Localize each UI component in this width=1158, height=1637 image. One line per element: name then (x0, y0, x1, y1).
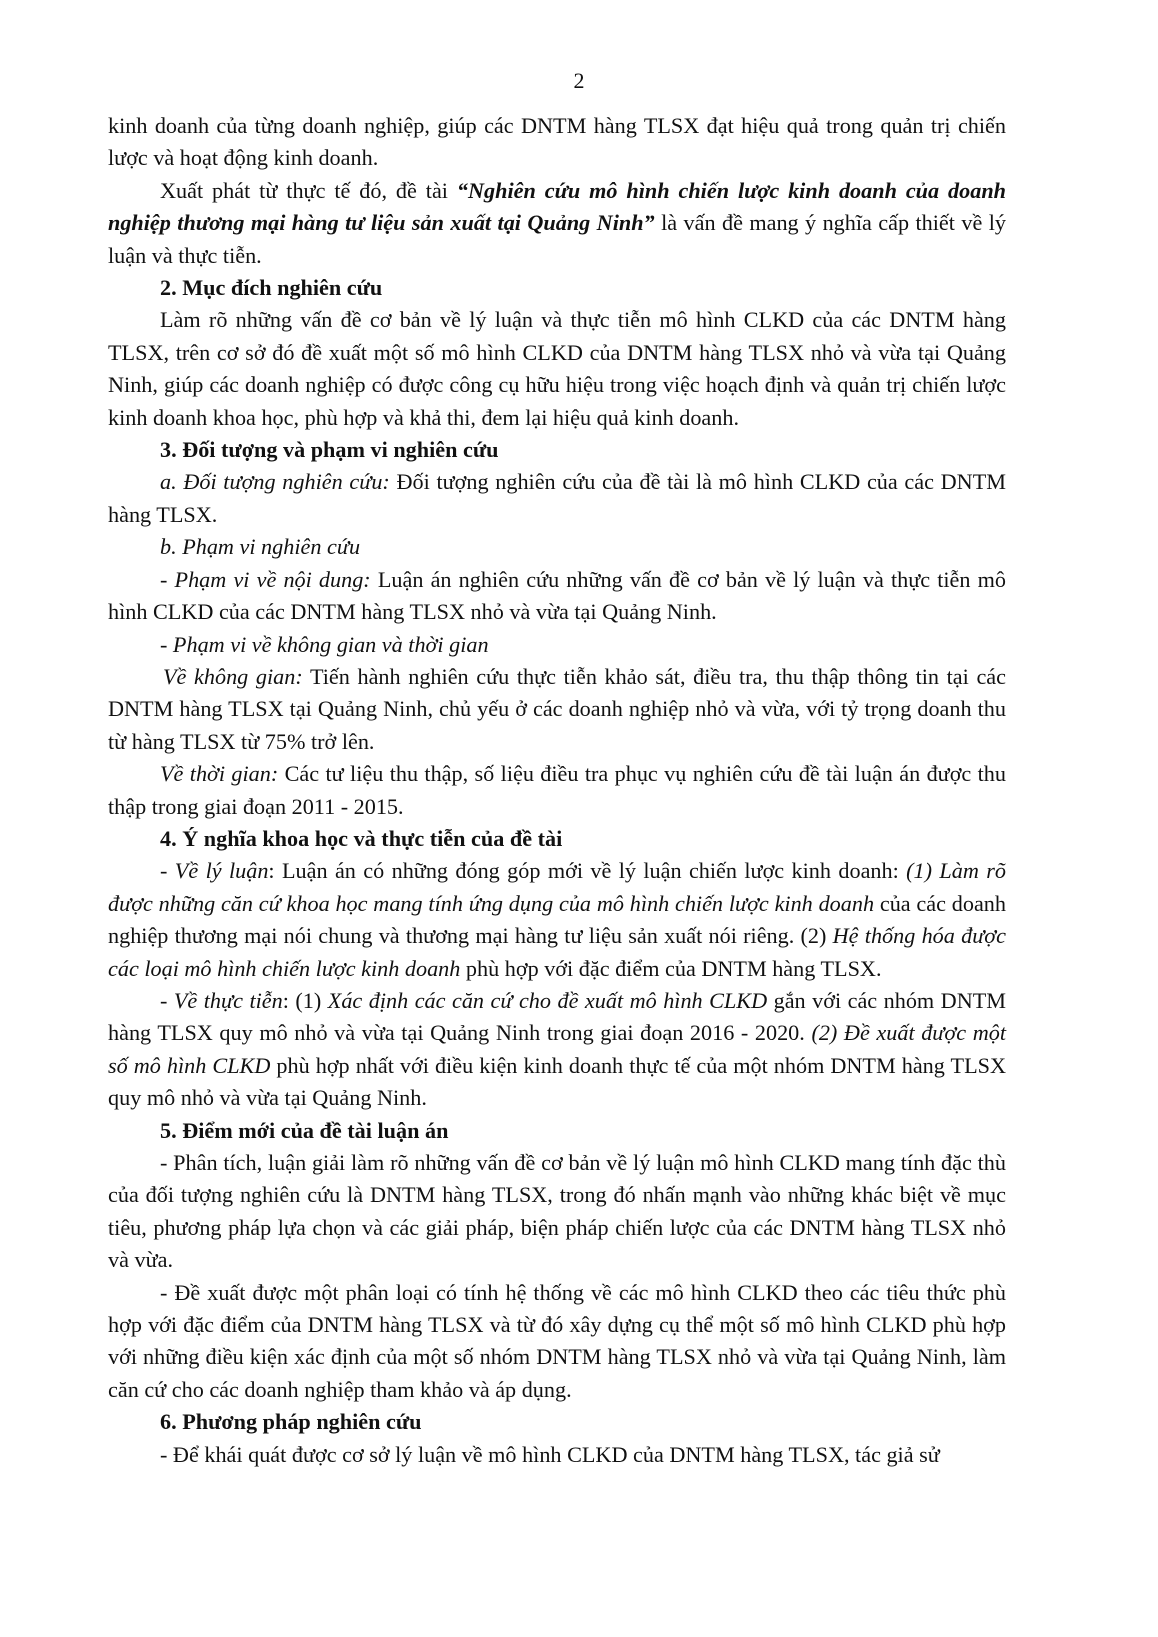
emphasis: Hệ thống hóa được các loại mô hình chiến lược kinh doanh (108, 923, 1006, 981)
page-number: 2 (573, 68, 585, 93)
section-heading: 5. Điểm mới của đề tài luận án (160, 1117, 449, 1143)
paragraph (108, 175, 1006, 272)
list-item: - Đề xuất được một phân loại có tính hệ thống về các mô hình CLKD theo các tiêu thức phù hợp với đặc điểm của DNTM hàng TLSX và từ đó xây dựng cụ thể một số mô hình CLKD phù hợp với những điều kiện xác định của một số nhóm DNTM hàng TLSX nhỏ và vừa tại Quảng Ninh, làm căn cứ cho các doanh nghiệp tham khảo và áp dụng. (108, 1279, 1006, 1402)
thesis-title: “Nghiên cứu mô hình chiến lược kinh doanh của doanh nghiệp thương mại hàng tư liệu sản xuất tại Quảng Ninh” (108, 177, 1006, 236)
text: : Luận án có những đóng góp mới về lý luận chiến lược kinh doanh: (268, 858, 907, 884)
item-label: - Về thực tiễn (160, 987, 283, 1013)
list-item: - Phân tích, luận giải làm rõ những vấn đề cơ bản về lý luận mô hình CLKD mang tính đặc thù của đối tượng nghiên cứu là DNTM hàng TLSX, trong đó nhấn mạnh vào những khác biệt về mục tiêu, phương pháp lựa chọn và các giải pháp, biện pháp chiến lược của các DNTM hàng TLSX nhỏ và vừa. (108, 1150, 1006, 1273)
item-label: Về không gian: (163, 663, 303, 689)
item-label: - Về lý luận (160, 858, 269, 884)
text: Xuất phát từ thực tế đó, đề tài (160, 177, 457, 203)
subsection-label: b. Phạm vi nghiên cứu (160, 534, 361, 560)
paragraph (108, 661, 1006, 758)
emphasis: Xác định các căn cứ cho đề xuất mô hình CLKD (327, 987, 768, 1013)
text: gắn với các nhóm DNTM hàng TLSX quy mô nhỏ và vừa tại Quảng Ninh trong giai đoạn 2016 - 2020. (108, 987, 1006, 1046)
subsection-label: a. Đối tượng nghiên cứu: (160, 469, 390, 495)
section-heading: 2. Mục đích nghiên cứu (160, 275, 383, 301)
text: : (1) (282, 987, 328, 1013)
emphasis: (2) Đề xuất được một số mô hình CLKD (108, 1020, 1006, 1078)
list-item: - Để khái quát được cơ sở lý luận về mô hình CLKD của DNTM hàng TLSX, tác giả sử (160, 1441, 940, 1467)
section-heading: 6. Phương pháp nghiên cứu (160, 1409, 422, 1435)
paragraph (108, 985, 1006, 1115)
paragraph: Làm rõ những vấn đề cơ bản về lý luận và thực tiễn mô hình CLKD của các DNTM hàng TLSX, trên cơ sở đó đề xuất một số mô hình CLKD của DNTM hàng TLSX nhỏ và vừa tại Quảng Ninh, giúp các doanh nghiệp có được công cụ hữu hiệu trong việc hoạch định và quản trị chiến lược kinh doanh khoa học, phù hợp và khả thi, đem lại hiệu quả kinh doanh. (108, 307, 1006, 430)
section-heading: 4. Ý nghĩa khoa học và thực tiễn của đề tài (160, 825, 563, 851)
section-heading: 3. Đối tượng và phạm vi nghiên cứu (160, 437, 499, 463)
text: Các tư liệu thu thập, số liệu điều tra phục vụ nghiên cứu đề tài luận án được thu thập trong giai đoạn 2011 - 2015. (108, 761, 1006, 819)
paragraph: kinh doanh của từng doanh nghiệp, giúp các DNTM hàng TLSX đạt hiệu quả trong quản trị chiến lược và hoạt động kinh doanh. (108, 113, 1006, 171)
item-label: Về thời gian: (160, 761, 279, 787)
item-label: - Phạm vi về nội dung: (160, 566, 371, 592)
document-body (108, 110, 1006, 1471)
text: phù hợp nhất với điều kiện kinh doanh thực tế của một nhóm DNTM hàng TLSX quy mô nhỏ và vừa tại Quảng Ninh. (108, 1052, 1006, 1111)
emphasis: (1) Làm rõ được những căn cứ khoa học mang tính ứng dụng của mô hình chiến lược kinh doanh (108, 858, 1007, 916)
paragraph (108, 564, 1006, 629)
text: phù hợp với đặc điểm của DNTM hàng TLSX. (460, 955, 882, 981)
text: Đối tượng nghiên cứu của đề tài là mô hình CLKD của các DNTM hàng TLSX. (108, 469, 1006, 527)
text: Luận án nghiên cứu những vấn đề cơ bản về lý luận và thực tiễn mô hình CLKD của các DNTM hàng TLSX nhỏ và vừa tại Quảng Ninh. (108, 566, 1006, 625)
text: Tiến hành nghiên cứu thực tiễn khảo sát, điều tra, thu thập thông tin tại các DNTM hàng TLSX tại Quảng Ninh, chủ yếu ở các doanh nghiệp nhỏ và vừa, với tỷ trọng doanh thu từ hàng TLSX từ 75% trở lên. (108, 663, 1006, 754)
text: là vấn đề mang ý nghĩa cấp thiết về lý luận và thực tiễn. (108, 210, 1006, 268)
item-label: - Phạm vi về không gian và thời gian (160, 631, 489, 657)
paragraph (108, 466, 1006, 531)
text: của các doanh nghiệp thương mại nói chung và thương mại hàng tư liệu sản xuất nói riêng. (2) (108, 890, 1006, 949)
paragraph (108, 855, 1006, 985)
paragraph (108, 758, 1006, 823)
